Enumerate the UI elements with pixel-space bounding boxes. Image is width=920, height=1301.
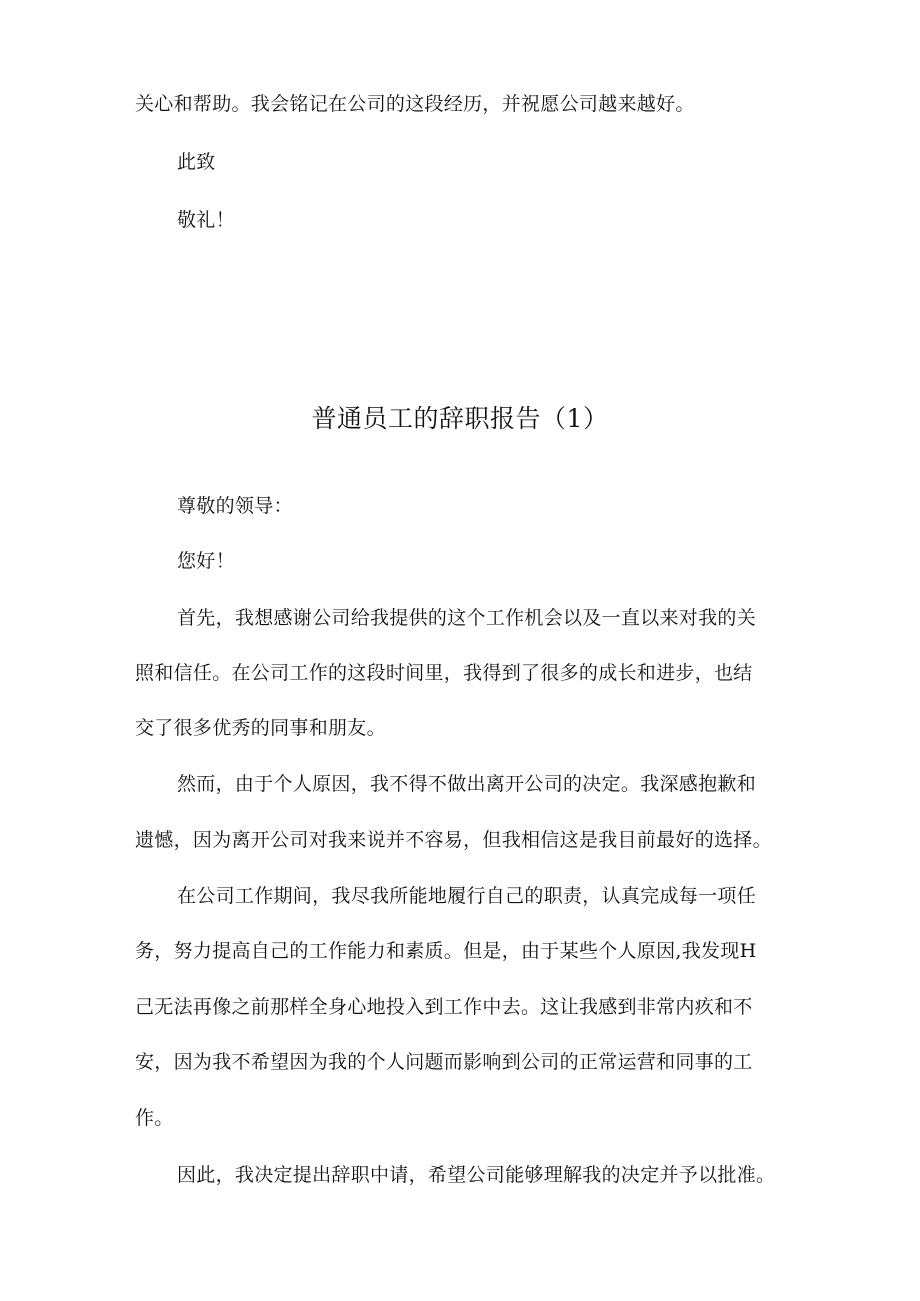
paragraph-line: 在公司工作期间，我尽我所能地履行自己的职责，认真完成每一项任 (177, 885, 757, 907)
paragraph-line: 因此，我决定提出辞职中请，希望公司能够理解我的决定并予以批准。 (177, 1164, 776, 1186)
greeting: 尊敬的领导： (177, 495, 293, 517)
paragraph-line: 遗憾，因为离开公司对我来说并不容易，但我相信这是我目前最好的选择。 (135, 829, 772, 851)
paragraph-line: 安，因为我不希望因为我的个人问题而影响到公司的正常运营和同事的工 (135, 1051, 753, 1073)
paragraph-line: 交了很多优秀的同事和朋友。 (135, 717, 386, 739)
paragraph-line: 作。 (135, 1107, 174, 1129)
previous-letter-closing-line: 关心和帮助。我会铭记在公司的这段经历，并祝愿公司越来越好。 (135, 93, 695, 115)
paragraph-line: 照和信任。在公司工作的这段时间里，我得到了很多的成长和进步，也结 (135, 662, 753, 684)
document-title: 普通员工的辞职报告（1） (311, 404, 609, 433)
paragraph-line: 己无法再像之前那样全身心地投入到工作中去。这让我感到非常内疚和不 (135, 996, 753, 1018)
paragraph-line: 首先，我想感谢公司给我提供的这个工作机会以及一直以来对我的关 (177, 607, 757, 629)
paragraph-line: 务，努力提高自己的工作能力和素质。但是，由于某些个人原因,我发现H (135, 940, 757, 962)
paragraph-line: 然而，由于个人原因，我不得不做出离开公司的决定。我深感抱歉和 (177, 773, 757, 795)
salutation-cizhi: 此致 (177, 151, 216, 173)
hello-line: 您好！ (177, 550, 235, 572)
salutation-jingli: 敬礼！ (177, 209, 235, 231)
